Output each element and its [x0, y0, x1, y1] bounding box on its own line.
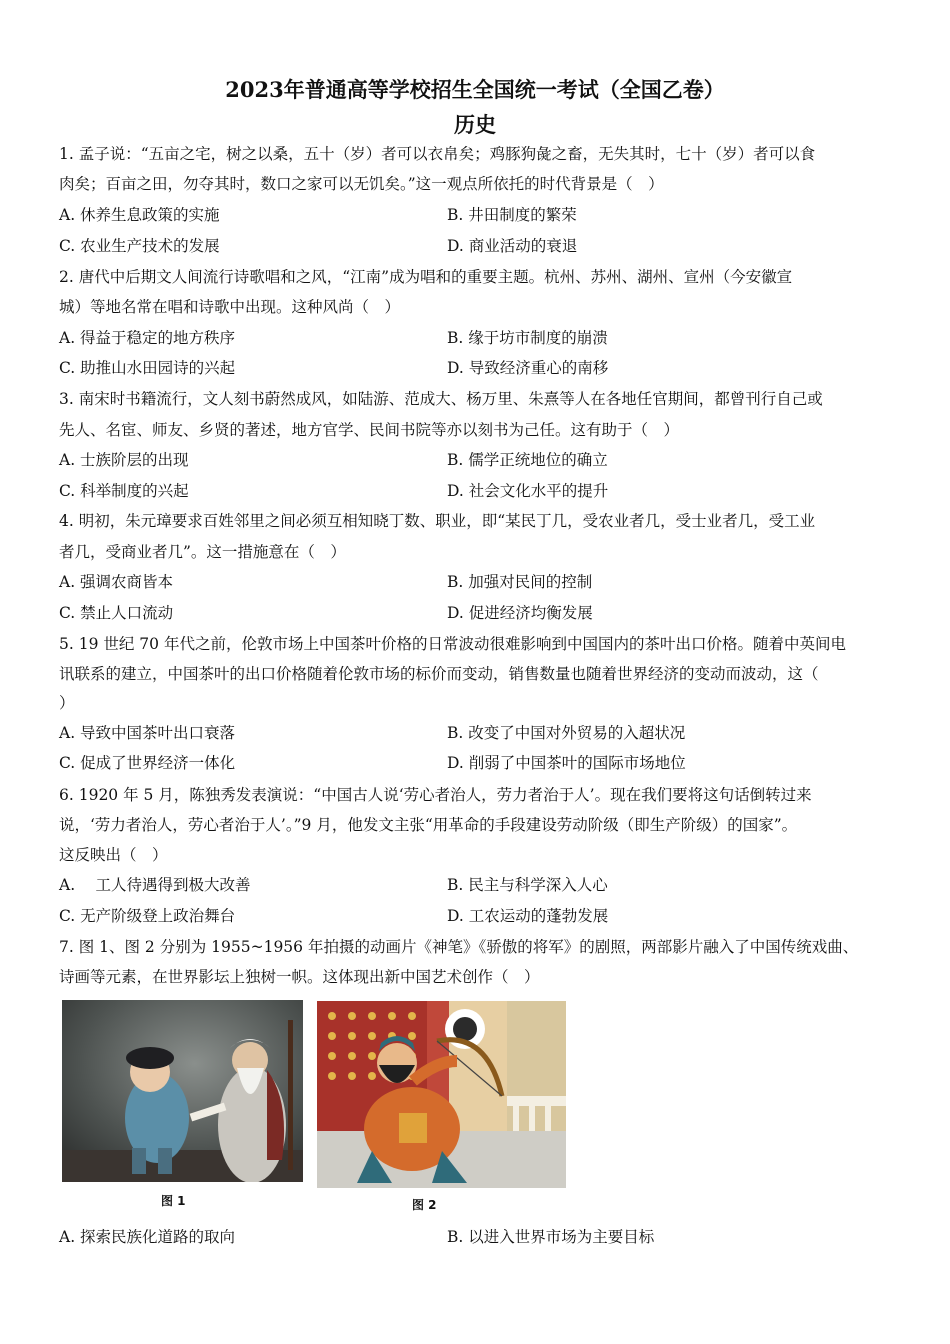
figure-1-illustration — [62, 1000, 303, 1182]
question-7-line-2: 诗画等元素，在世界影坛上独树一帜。这体现出新中国艺术创作（ ） — [59, 968, 540, 986]
question-7-option-b: B. 以进入世界市场为主要目标 — [447, 1228, 655, 1246]
question-4-option-d: D. 促进经济均衡发展 — [447, 604, 593, 622]
question-6-line-2: 说，‘劳力者治人，劳心者治于人’。”9 月，他发文主张“用革命的手段建设劳动阶级（即生产阶级）的国家”。 — [59, 816, 798, 834]
question-1-option-b: B. 井田制度的繁荣 — [447, 206, 577, 224]
question-2-line-1: 2. 唐代中后期文人间流行诗歌唱和之风，“江南”成为唱和的重要主题。杭州、苏州、湖州、宣州（今安徽宣 — [59, 268, 793, 286]
question-4-line-1: 4. 明初，朱元璋要求百姓邻里之间必须互相知晓丁数、职业，即“某民丁几，受农业者几，受士业者几，受工业 — [59, 512, 816, 530]
question-2-option-b: B. 缘于坊市制度的崩溃 — [447, 329, 608, 347]
question-7-line-1: 7. 图 1、图 2 分别为 1955~1956 年拍摄的动画片《神笔》《骄傲的将军》的剧照，两部影片融入了中国传统戏曲、 — [59, 938, 859, 956]
figure-2-image — [317, 1001, 566, 1188]
question-3-line-2: 先人、名宦、师友、乡贤的著述，地方官学、民间书院等亦以刻书为己任。这有助于（ ） — [59, 421, 680, 439]
figure-2-illustration — [317, 1001, 566, 1188]
question-6-option-d: D. 工农运动的蓬勃发展 — [447, 907, 609, 925]
question-2-line-2: 城）等地名常在唱和诗歌中出现。这种风尚（ ） — [59, 298, 401, 316]
question-6-line-3: 这反映出（ ） — [59, 846, 168, 864]
question-5-option-c: C. 促成了世界经济一体化 — [59, 754, 236, 772]
question-6-option-c: C. 无产阶级登上政治舞台 — [59, 907, 236, 925]
question-2-option-d: D. 导致经济重心的南移 — [447, 359, 609, 377]
question-3-line-1: 3. 南宋时书籍流行，文人刻书蔚然成风，如陆游、范成大、杨万里、朱熹等人在各地任官期间，都曾刊行自己或 — [59, 390, 823, 408]
exam-subject: 历史 — [454, 112, 496, 137]
question-6-option-b: B. 民主与科学深入人心 — [447, 876, 608, 894]
question-5-option-b: B. 改变了中国对外贸易的入超状况 — [447, 724, 686, 742]
question-3-option-c: C. 科举制度的兴起 — [59, 482, 189, 500]
question-3-option-b: B. 儒学正统地位的确立 — [447, 451, 608, 469]
question-1-line-2: 肉矣；百亩之田，勿夺其时，数口之家可以无饥矣。”这一观点所依托的时代背景是（ ） — [59, 175, 664, 193]
question-5-line-2: 讯联系的建立，中国茶叶的出口价格随着伦敦市场的标价而变动，销售数量也随着世界经济的变动而波动，这（ — [59, 665, 819, 683]
question-1-option-a: A. 休养生息政策的实施 — [59, 206, 220, 224]
figure-1-caption: 图 1 — [161, 1194, 186, 1208]
question-3-option-d: D. 社会文化水平的提升 — [447, 482, 609, 500]
question-5-option-d: D. 削弱了中国茶叶的国际市场地位 — [447, 754, 686, 772]
question-1-option-d: D. 商业活动的衰退 — [447, 237, 578, 255]
question-4-line-2: 者几，受商业者几”。这一措施意在（ ） — [59, 543, 346, 561]
question-4-option-c: C. 禁止人口流动 — [59, 604, 174, 622]
question-4-option-a: A. 强调农商皆本 — [59, 573, 174, 591]
question-6-option-a: A. 工人待遇得到极大改善 — [59, 876, 251, 894]
figure-2-caption: 图 2 — [412, 1198, 437, 1212]
question-5-option-a: A. 导致中国茶叶出口衰落 — [59, 724, 236, 742]
question-2-option-a: A. 得益于稳定的地方秩序 — [59, 329, 236, 347]
question-2-option-c: C. 助推山水田园诗的兴起 — [59, 359, 236, 377]
question-3-option-a: A. 士族阶层的出现 — [59, 451, 189, 469]
question-7-option-a: A. 探索民族化道路的取向 — [59, 1228, 236, 1246]
question-4-option-b: B. 加强对民间的控制 — [447, 573, 593, 591]
question-1-option-c: C. 农业生产技术的发展 — [59, 237, 220, 255]
figure-1-image — [62, 1000, 303, 1182]
question-1-line-1: 1. 孟子说：“五亩之宅，树之以桑，五十（岁）者可以衣帛矣；鸡豚狗彘之畜，无失其时，七十（岁）者可以食 — [59, 145, 816, 163]
question-5-line-3: ） — [59, 694, 75, 712]
question-6-line-1: 6. 1920 年 5 月，陈独秀发表演说：“中国古人说‘劳心者治人，劳力者治于人’。现在我们要将这句话倒转过来 — [59, 786, 812, 804]
exam-title: 2023年普通高等学校招生全国统一考试（全国乙卷） — [225, 77, 725, 102]
question-5-line-1: 5. 19 世纪 70 年代之前，伦敦市场上中国茶叶价格的日常波动很难影响到中国国内的茶叶出口价格。随着中英间电 — [59, 635, 846, 653]
